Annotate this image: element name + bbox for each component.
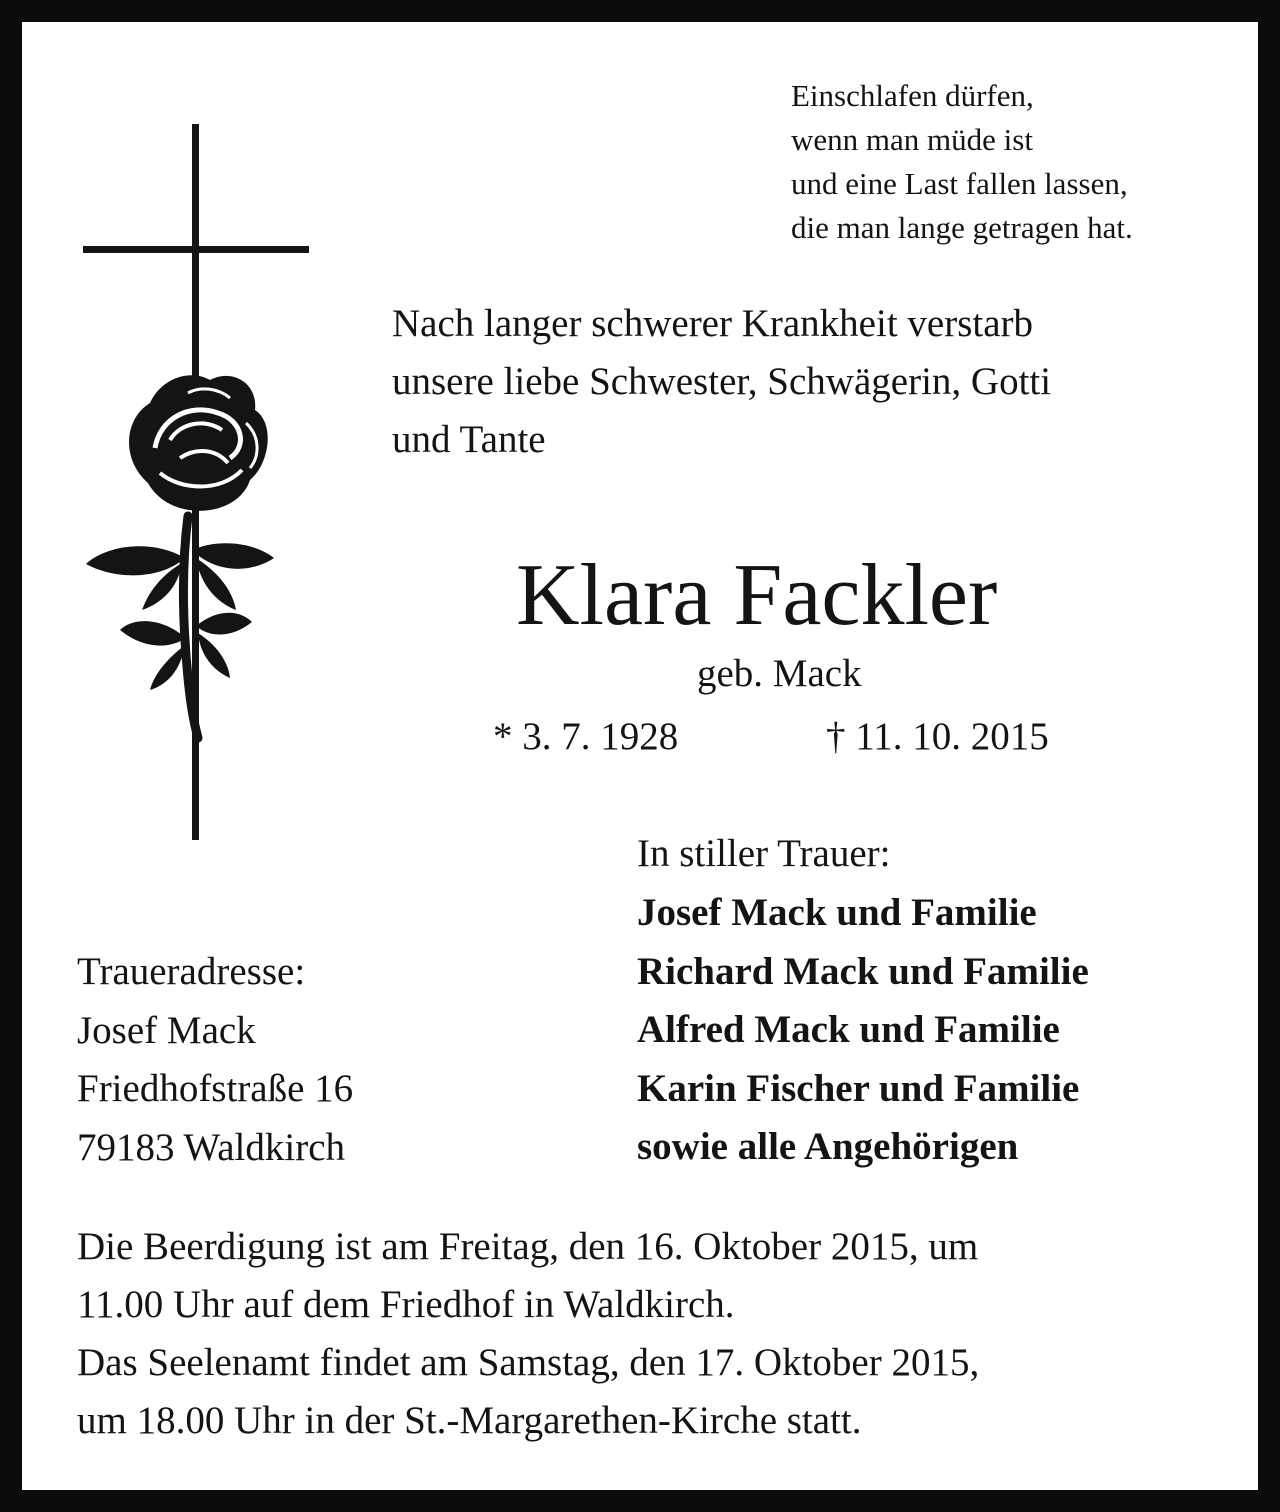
mourning-label: In stiller Trauer: bbox=[637, 832, 891, 875]
rose-icon bbox=[86, 375, 274, 738]
funeral-line: Das Seelenamt findet am Samstag, den 17. Oktober 2015, bbox=[77, 1341, 980, 1384]
mourner-entry: Richard Mack und Familie bbox=[637, 949, 1089, 993]
funeral-line: 11.00 Uhr auf dem Friedhof in Waldkirch. bbox=[77, 1283, 735, 1326]
mourner-entry: Karin Fischer und Familie bbox=[637, 1066, 1080, 1110]
intro-line: Nach langer schwerer Krankheit verstarb bbox=[392, 302, 1034, 345]
cross-icon bbox=[70, 118, 320, 848]
birth-date: * 3. 7. 1928 bbox=[493, 715, 679, 758]
quote-line: Einschlafen dürfen, bbox=[791, 78, 1034, 113]
intro-line: unsere liebe Schwester, Schwägerin, Gotti bbox=[392, 360, 1052, 403]
address-city: 79183 Waldkirch bbox=[77, 1125, 346, 1169]
death-announcement-intro bbox=[392, 295, 1051, 469]
mourners-list bbox=[637, 884, 1089, 1177]
mourning-address bbox=[77, 943, 353, 1177]
mourner-entry: sowie alle Angehörigen bbox=[637, 1125, 1019, 1168]
funeral-details bbox=[77, 1218, 979, 1450]
deceased-name: Klara Fackler bbox=[516, 547, 998, 644]
mourner-entry: Alfred Mack und Familie bbox=[637, 1008, 1060, 1051]
maiden-name: geb. Mack bbox=[697, 652, 862, 695]
funeral-line: um 18.00 Uhr in der St.-Margarethen-Kirche statt. bbox=[77, 1399, 862, 1442]
quote-line: wenn man müde ist bbox=[791, 122, 1033, 157]
mourner-entry: Josef Mack und Familie bbox=[637, 891, 1037, 934]
quote-line: und eine Last fallen lassen, bbox=[791, 166, 1128, 201]
quote-line: die man lange getragen hat. bbox=[791, 210, 1133, 245]
death-date: † 11. 10. 2015 bbox=[826, 715, 1049, 758]
intro-line: und Tante bbox=[392, 418, 546, 461]
address-label: Traueradresse: bbox=[77, 950, 306, 993]
address-street: Friedhofstraße 16 bbox=[77, 1067, 354, 1110]
poem-quote bbox=[791, 74, 1133, 250]
funeral-line: Die Beerdigung ist am Freitag, den 16. Oktober 2015, um bbox=[77, 1225, 979, 1268]
address-name: Josef Mack bbox=[77, 1008, 256, 1052]
